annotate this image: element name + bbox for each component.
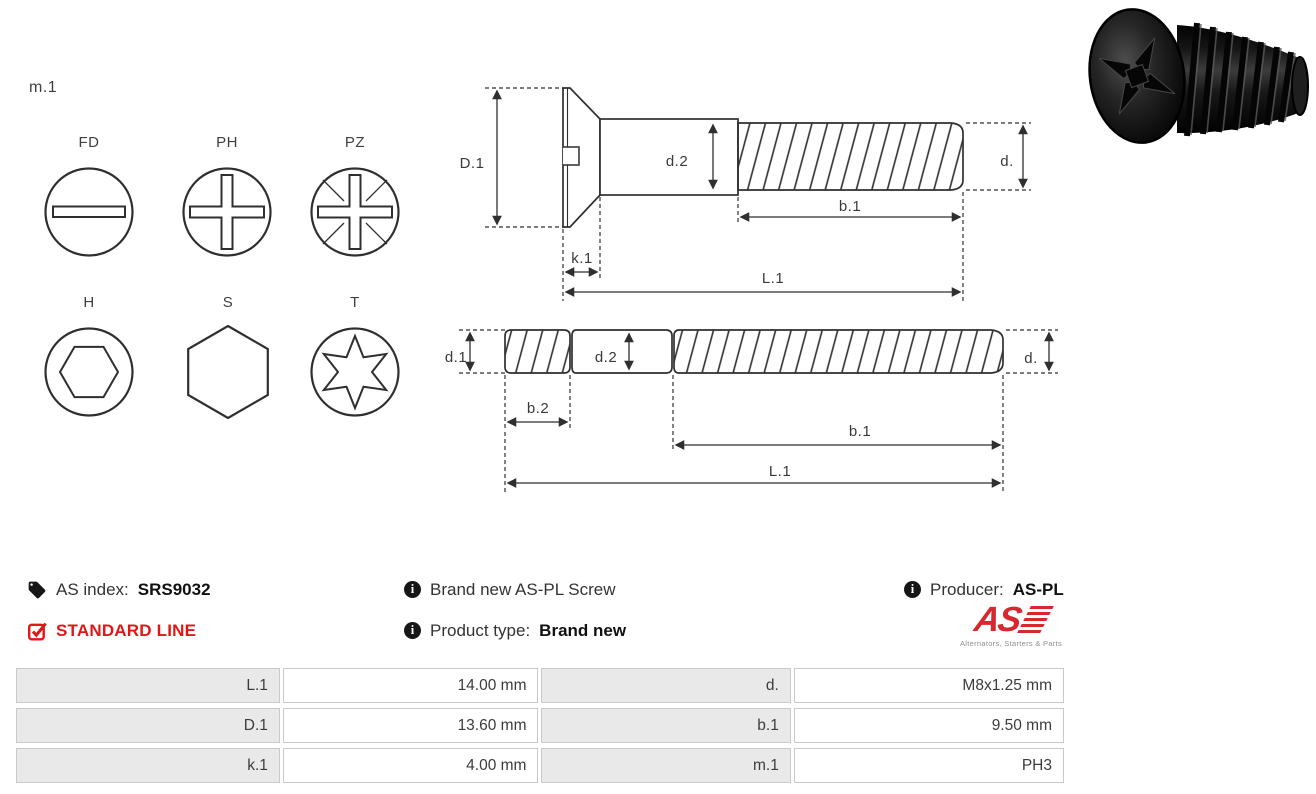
spec-value-m1: PH3 xyxy=(794,748,1064,783)
torx-drive-icon xyxy=(308,325,402,419)
dim-label-b1-stud: b.1 xyxy=(848,423,872,440)
stud-view-diagram xyxy=(445,320,1065,500)
drive-type-ph-label: PH xyxy=(216,134,238,151)
dim-label-d: d. xyxy=(1000,153,1014,170)
spec-table xyxy=(13,663,1067,788)
dim-label-d-stud: d. xyxy=(1024,350,1038,367)
hex-socket-drive-icon xyxy=(42,325,136,419)
spec-label-L1: L.1 xyxy=(16,668,280,703)
dim-label-D1: D.1 xyxy=(459,155,485,172)
head-slot-notch xyxy=(563,147,579,165)
dim-label-d1-stud: d.1 xyxy=(445,349,468,366)
drive-type-h-label: H xyxy=(83,294,95,311)
tag-icon xyxy=(27,580,47,600)
spec-label-d: d. xyxy=(541,668,790,703)
drive-type-pz xyxy=(308,134,402,259)
standard-line-row xyxy=(27,620,196,641)
dim-label-d2: d.2 xyxy=(665,153,689,170)
product-photo[interactable] xyxy=(1085,0,1313,152)
spec-label-k1: k.1 xyxy=(16,748,280,783)
spec-label-b1: b.1 xyxy=(541,708,790,743)
dim-label-b1: b.1 xyxy=(838,198,862,215)
spec-value-k1: 4.00 mm xyxy=(283,748,539,783)
product-description: Brand new AS-PL Screw xyxy=(430,579,616,599)
photo-screw-tip xyxy=(1292,57,1308,115)
spec-value-D1: 13.60 mm xyxy=(283,708,539,743)
spec-label-D1: D.1 xyxy=(16,708,280,743)
drive-type-fd xyxy=(42,134,136,259)
as-pl-logo xyxy=(959,601,1063,648)
product-type-label: Product type: xyxy=(430,620,531,640)
table-row xyxy=(16,748,1064,783)
spec-value-d: M8x1.25 mm xyxy=(794,668,1064,703)
as-logo-mark: AS xyxy=(971,600,1024,639)
table-row xyxy=(16,668,1064,703)
spec-value-b1: 9.50 mm xyxy=(794,708,1064,743)
drive-type-t-label: T xyxy=(350,294,360,311)
dim-label-L1: L.1 xyxy=(761,270,785,287)
drive-type-fd-label: FD xyxy=(78,134,100,151)
stud-left-thread xyxy=(505,330,570,373)
hex-head-drive-icon xyxy=(181,325,275,419)
product-type-row xyxy=(404,620,626,641)
as-logo-stripes-icon xyxy=(1017,606,1054,633)
as-index-value: SRS9032 xyxy=(137,579,211,599)
drive-type-ph xyxy=(180,134,274,259)
as-logo-tagline: Alternators, Starters & Parts xyxy=(959,639,1063,648)
info-icon: i xyxy=(904,581,921,598)
screw-thread xyxy=(738,123,963,190)
product-type-value: Brand new xyxy=(539,620,627,640)
phillips-drive-icon xyxy=(180,165,274,259)
description-row xyxy=(404,579,616,600)
stud-middle-section xyxy=(572,330,672,373)
drive-type-s xyxy=(181,294,275,419)
pozidriv-drive-icon xyxy=(308,165,402,259)
slotted-drive-icon xyxy=(42,165,136,259)
spec-label-m1: m.1 xyxy=(541,748,790,783)
as-index-row xyxy=(27,579,211,600)
producer-row xyxy=(904,579,1064,600)
drive-type-s-label: S xyxy=(222,294,234,311)
dim-label-k1: k.1 xyxy=(571,250,593,267)
drive-type-h xyxy=(42,294,136,419)
dim-label-b2-stud: b.2 xyxy=(526,400,550,417)
drive-param-label: m.1 xyxy=(29,79,58,96)
dim-label-d2-stud: d.2 xyxy=(594,349,618,366)
stud-right-thread xyxy=(674,330,1003,373)
drive-type-t xyxy=(308,294,402,419)
drive-type-pz-label: PZ xyxy=(344,134,366,151)
standard-line-badge: STANDARD LINE xyxy=(56,620,197,640)
producer-label: Producer: xyxy=(930,579,1004,599)
info-icon: i xyxy=(404,581,421,598)
as-index-label: AS index: xyxy=(56,579,129,599)
side-view-diagram xyxy=(445,75,1045,305)
table-row xyxy=(16,708,1064,743)
producer-value: AS-PL xyxy=(1012,579,1064,599)
info-icon: i xyxy=(404,622,421,639)
dim-label-L1-stud: L.1 xyxy=(768,463,792,480)
checkbox-checked-icon xyxy=(27,621,47,641)
spec-value-L1: 14.00 mm xyxy=(283,668,539,703)
